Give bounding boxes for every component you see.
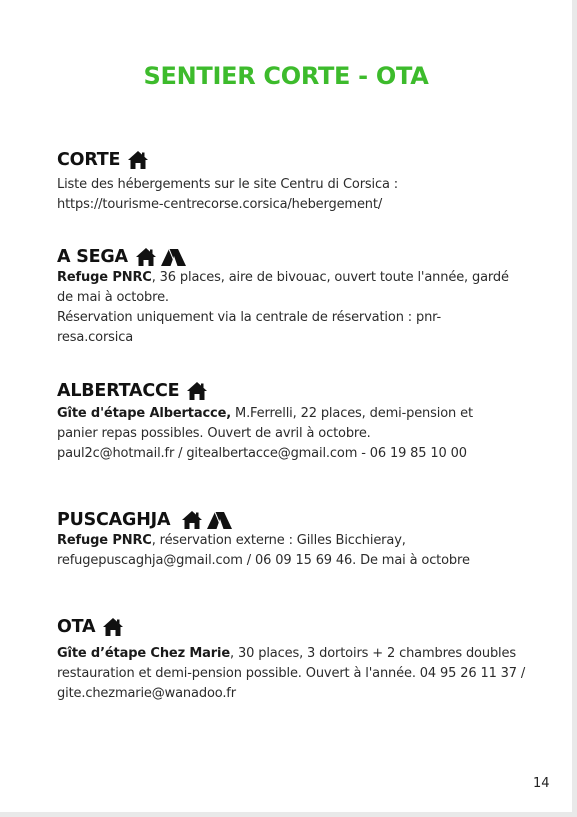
- body-line: , 36 places, aire de bivouac, ouvert toute l'année, gardé: [151, 270, 509, 285]
- tent-icon: [160, 247, 187, 267]
- house-icon: [181, 510, 203, 530]
- house-icon: [102, 617, 124, 637]
- body-line: paul2c@hotmail.fr / gitealbertacce@gmail.com - 06 19 85 10 00: [57, 446, 467, 461]
- bold-name: Gîte d’étape Chez Marie: [57, 646, 231, 661]
- section-a-sega: [57, 245, 537, 348]
- house-icon: [135, 247, 157, 267]
- body-line: , réservation externe : Gilles Bicchieray,: [151, 533, 406, 548]
- body-line: gite.chezmarie@wanadoo.fr: [57, 686, 236, 701]
- section-corte: [57, 148, 537, 215]
- bold-name: Gîte d'étape Albertacce,: [57, 406, 232, 421]
- section-puscaghja: [57, 508, 537, 571]
- bold-name: Refuge PNRC: [57, 533, 152, 548]
- bold-name: Refuge PNRC: [57, 270, 152, 285]
- body-line: Réservation uniquement via la centrale de réservation : pnr-: [57, 310, 442, 325]
- section-ota: [57, 615, 537, 704]
- body-line: , 30 places, 3 dortoirs + 2 chambres doubles: [230, 646, 516, 661]
- section-heading: PUSCAGHJA: [57, 510, 171, 530]
- house-icon: [186, 381, 208, 401]
- body-line: refugepuscaghja@gmail.com / 06 09 15 69 46. De mai à octobre: [57, 553, 470, 568]
- page-number: 14: [533, 776, 550, 791]
- body-line: https://tourisme-centrecorse.corsica/hebergement/: [57, 197, 383, 212]
- body-line: Liste des hébergements sur le site Centru di Corsica :: [57, 177, 399, 192]
- section-heading: ALBERTACCE: [57, 381, 180, 401]
- page-title: SENTIER CORTE - OTA: [143, 62, 429, 90]
- body-line: panier repas possibles. Ouvert de avril à octobre.: [57, 426, 371, 441]
- section-heading: A SEGA: [57, 247, 128, 267]
- body-line: restauration et demi-pension possible. Ouvert à l'année. 04 95 26 11 37 /: [57, 666, 526, 681]
- tent-icon: [206, 510, 233, 530]
- section-albertacce: [57, 379, 537, 464]
- section-heading: OTA: [57, 617, 96, 637]
- house-icon: [127, 150, 149, 170]
- body-line: resa.corsica: [57, 330, 134, 345]
- body-line: de mai à octobre.: [57, 290, 169, 305]
- body-line: M.Ferrelli, 22 places, demi-pension et: [231, 406, 473, 421]
- section-heading: CORTE: [57, 150, 121, 170]
